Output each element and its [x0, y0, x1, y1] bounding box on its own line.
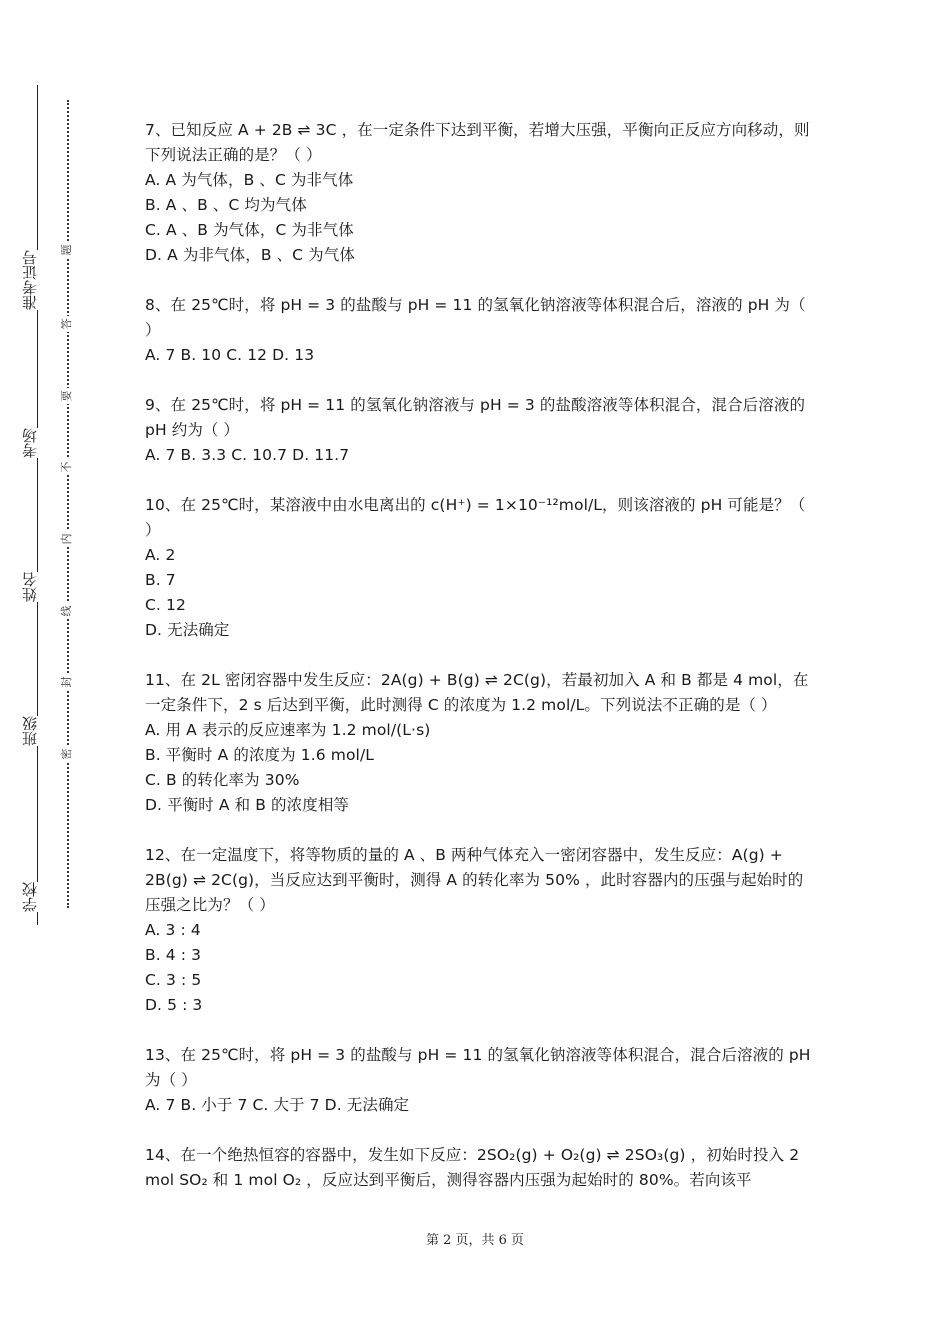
question-stem: 13、在 25℃时，将 pH = 3 的盐酸与 pH = 11 的氢氧化钠溶液等体积混合，混合后溶液的 pH 为（ ）: [145, 1046, 811, 1089]
binding-margin: [0, 0, 100, 1344]
option-b: B. A 、B 、C 均为气体: [145, 196, 307, 214]
option-c: C. B 的转化率为 30%: [145, 771, 300, 789]
option-c: C. 3 : 5: [145, 971, 202, 989]
question-stem: 12、在一定温度下，将等物质的量的 A 、B 两种气体充入一密闭容器中，发生反应：A(g) + 2B(g) ⇌ 2C(g)，当反应达到平衡时，测得 A 的转化率为 50% ，此时容器内的压强与起始时的压强之比为？（ ）: [145, 846, 804, 914]
option-b: B. 平衡时 A 的浓度为 1.6 mol/L: [145, 746, 374, 764]
label-name: 姓名: [22, 572, 52, 602]
option-a: A. 2: [145, 546, 176, 564]
label-exam-number: 准考证号: [22, 250, 52, 310]
seal-char: 题: [61, 242, 73, 258]
seal-dotted-line: [67, 100, 69, 908]
label-school: 学校: [22, 882, 52, 912]
question-11: [145, 668, 815, 818]
page-number-footer: 第 2 页，共 6 页: [425, 1233, 525, 1248]
question-9: [145, 393, 815, 468]
student-info-labels: [22, 250, 52, 930]
option-a: A. A 为气体，B 、C 为非气体: [145, 171, 354, 189]
question-13: [145, 1043, 815, 1118]
seal-char: 内: [61, 531, 73, 547]
options-inline: A. 7 B. 小于 7 C. 大于 7 D. 无法确定: [145, 1096, 410, 1114]
seal-char: 答: [61, 316, 73, 332]
label-class: 班级: [22, 716, 52, 746]
question-12: [145, 843, 815, 1018]
options-inline: A. 7 B. 10 C. 12 D. 13: [145, 346, 315, 364]
question-stem: 7、已知反应 A + 2B ⇌ 3C ，在一定条件下达到平衡，若增大压强，平衡向正反应方向移动，则下列说法正确的是？（ ）: [145, 121, 810, 164]
seal-char: 密: [61, 746, 73, 762]
option-b: B. 7: [145, 571, 176, 589]
seal-char: 不: [61, 459, 73, 475]
option-d: D. 5 : 3: [145, 996, 203, 1014]
option-d: D. 平衡时 A 和 B 的浓度相等: [145, 796, 350, 814]
option-d: D. 无法确定: [145, 621, 230, 639]
question-10: [145, 493, 815, 643]
options-inline: A. 7 B. 3.3 C. 10.7 D. 11.7: [145, 446, 350, 464]
question-stem: 8、在 25℃时，将 pH = 3 的盐酸与 pH = 11 的氢氧化钠溶液等体积混合后，溶液的 pH 为（ ）: [145, 296, 806, 339]
option-d: D. A 为非气体，B 、C 为气体: [145, 246, 355, 264]
question-7: [145, 118, 815, 268]
seal-char: 线: [61, 603, 73, 619]
option-c: C. 12: [145, 596, 186, 614]
question-stem: 9、在 25℃时，将 pH = 11 的氢氧化钠溶液与 pH = 3 的盐酸溶液等体积混合，混合后溶液的 pH 约为（ ）: [145, 396, 806, 439]
option-a: A. 用 A 表示的反应速率为 1.2 mol/(L·s): [145, 721, 431, 739]
question-list: [145, 118, 815, 1218]
seal-char: 要: [61, 388, 73, 404]
question-stem: 14、在一个绝热恒容的容器中，发生如下反应：2SO₂(g) + O₂(g) ⇌ 2SO₃(g) ，初始时投入 2 mol SO₂ 和 1 mol O₂ ，反应达到平衡后，测得容器内压强为起始时的 80%。若向该平: [145, 1146, 800, 1189]
option-b: B. 4 : 3: [145, 946, 202, 964]
seal-char: 封: [61, 674, 73, 690]
option-a: A. 3 : 4: [145, 921, 201, 939]
question-14: [145, 1143, 815, 1193]
option-c: C. A 、B 为气体，C 为非气体: [145, 221, 354, 239]
label-exam-room: 考场: [22, 428, 52, 458]
question-stem: 10、在 25℃时，某溶液中由水电离出的 c(H⁺) = 1×10⁻¹²mol/L，则该溶液的 pH 可能是？（ ）: [145, 496, 806, 539]
question-8: [145, 293, 815, 368]
question-stem: 11、在 2L 密闭容器中发生反应：2A(g) + B(g) ⇌ 2C(g)，若最初加入 A 和 B 都是 4 mol，在一定条件下，2 s 后达到平衡，此时测得 C 的浓度为 1.2 mol/L。下列说法不正确的是（ ）: [145, 671, 809, 714]
